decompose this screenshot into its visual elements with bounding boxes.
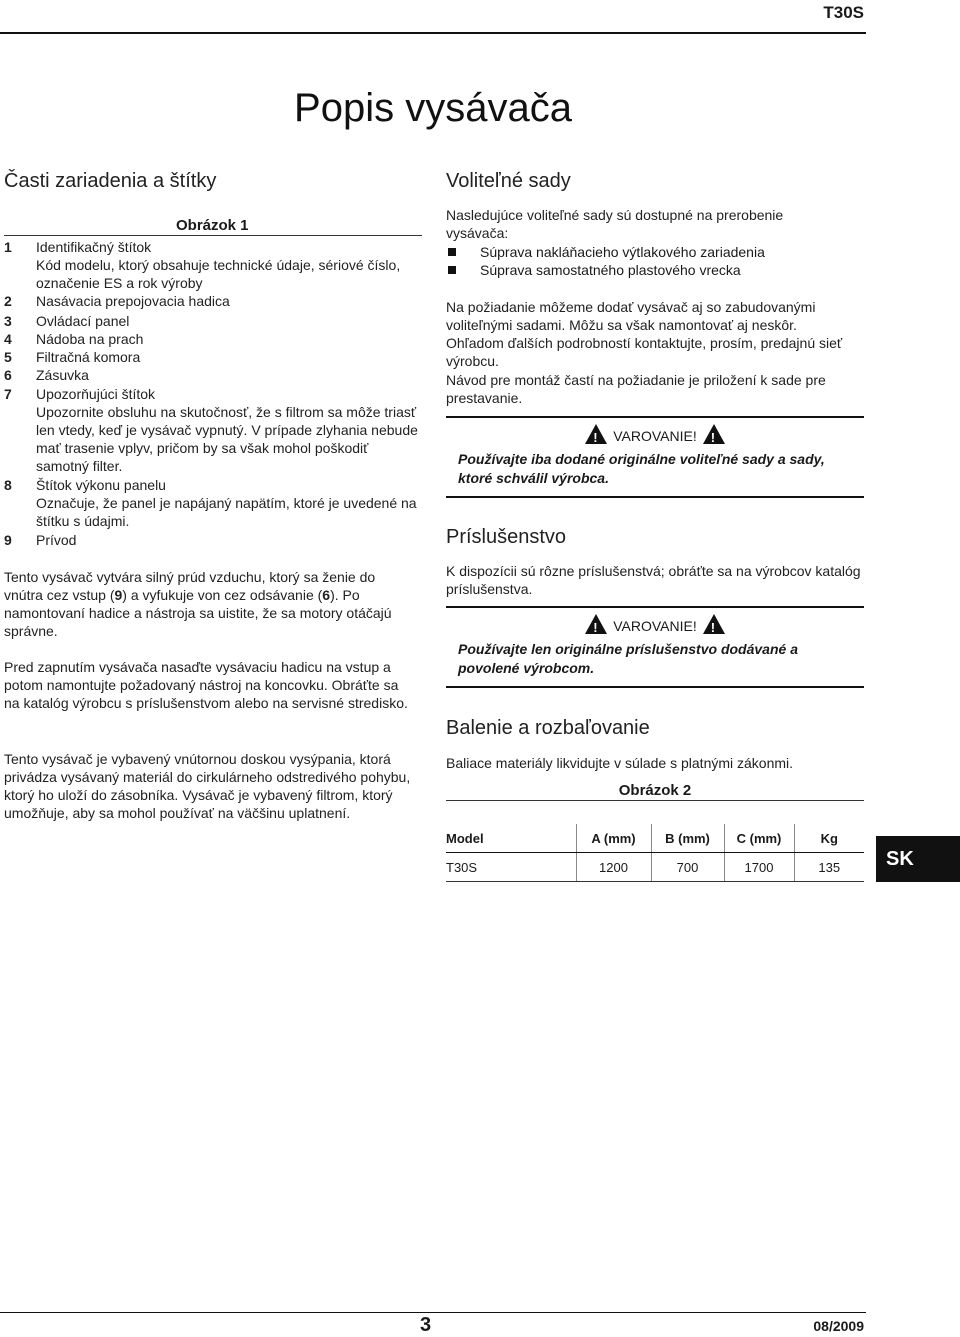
optional-kits-heading: Voliteľné sady: [446, 170, 571, 192]
column-header: C (mm): [724, 824, 794, 853]
part-item-4: 4 Nádoba na prach: [4, 331, 144, 347]
optional-kits-para-3: Návod pre montáž častí na požiadanie je priložení k sade pre prestavanie.: [446, 372, 826, 406]
column-header: Kg: [794, 824, 864, 853]
page-title: Popis vysávača: [294, 86, 572, 130]
part-item-1: 1 Identifikačný štítok Kód modelu, ktorý obsahuje technické údaje, sériové číslo, označenie ES a rok výroby: [4, 239, 401, 291]
intro-paragraph-2: Pred zapnutím vysávača nasaďte vysávaciu hadicu na vstup a potom namontujte požadovaný nástroj na koncovku. Obráťte sa na katalóg výrobcu s príslušenstvom alebo na servisné stredisko.: [4, 659, 408, 711]
table-cell: 1700: [724, 853, 794, 882]
table-cell: 700: [651, 853, 724, 882]
parts-heading: Časti zariadenia a štítky: [4, 170, 217, 192]
model-tag: T30S: [823, 3, 864, 22]
bottom-rule: [0, 1312, 866, 1313]
optional-kits-list: [446, 243, 866, 279]
dimensions-table: [446, 824, 864, 882]
figure-1-rule: [4, 235, 422, 236]
list-item: Súprava nakláňacieho výtlakového zariadenia: [446, 243, 866, 261]
part-item-9: 9 Prívod: [4, 532, 77, 548]
figure-2-rule: [446, 800, 864, 801]
page-number: 3: [420, 1314, 432, 1336]
warning-box-optional: [446, 416, 864, 498]
language-tab: SK: [876, 836, 960, 882]
warning-text: Používajte iba dodané originálne voliteľné sady a sady, ktoré schválil výrobca.: [458, 451, 825, 486]
list-item: Súprava samostatného plastového vrecka: [446, 261, 866, 279]
warning-icon: !: [703, 424, 725, 444]
top-rule: [0, 32, 866, 34]
column-header: B (mm): [651, 824, 724, 853]
optional-kits-intro: Nasledujúce voliteľné sady sú dostupné na prerobenie vysávača:: [446, 207, 784, 241]
warning-title: VAROVANIE!: [613, 428, 697, 444]
figure-2-label: Obrázok 2: [618, 782, 692, 799]
part-item-3: 3 Ovládací panel: [4, 313, 130, 329]
table-cell: T30S: [446, 853, 576, 882]
table-cell: 1200: [576, 853, 651, 882]
column-header: Model: [446, 824, 576, 853]
warning-text: Používajte len originálne príslušenstvo dodávané a povolené výrobcom.: [458, 641, 798, 676]
accessories-text: K dispozícii sú rôzne príslušenstvá; obráťte sa na výrobcov katalóg príslušenstva.: [446, 563, 861, 597]
warning-icon: !: [585, 614, 607, 634]
packing-heading: Balenie a rozbaľovanie: [446, 717, 650, 739]
part-item-8: 8 Štítok výkonu panelu Označuje, že panel je napájaný napätím, ktoré je uvedené na štítku s údajmi.: [4, 477, 417, 529]
accessories-heading: Príslušenstvo: [446, 526, 567, 548]
warning-icon: !: [585, 424, 607, 444]
figure-1-label: Obrázok 1: [176, 217, 249, 234]
warning-icon: !: [703, 614, 725, 634]
intro-paragraph-1: Tento vysávač vytvára silný prúd vzduchu, ktorý sa ženie do vnútra cez vstup (9) a vyfukuje von cez odsávanie (6). Po namontovaní hadice a nástroja sa uistite, že sa motory otáčajú správne.: [4, 569, 392, 639]
table-header-row: [446, 824, 864, 853]
part-item-6: 6 Zásuvka: [4, 367, 89, 383]
document-date: 08/2009: [813, 1318, 864, 1334]
packing-text: Baliace materiály likvidujte v súlade s platnými zákonmi.: [446, 755, 794, 771]
table-row: [446, 853, 864, 882]
optional-kits-para-1: Na požiadanie môžeme dodať vysávač aj so zabudovanými voliteľnými sadami. Môžu sa však namontovať aj neskôr.: [446, 299, 816, 333]
intro-paragraph-3: Tento vysávač je vybavený vnútornou doskou vysýpania, ktorá privádza vysávaný materiál do cirkulárneho odstredivého pohybu, ktorý ho uloží do zásobníka. Vysávač je vybavený filtrom, ktorý umožňuje, aby sa mohol používať na väčšinu uplatnení.: [4, 751, 411, 821]
part-item-2: 2 Nasávacia prepojovacia hadica: [4, 293, 230, 309]
warning-title: VAROVANIE!: [613, 618, 697, 634]
optional-kits-para-2: Ohľadom ďalších podrobností kontaktujte, prosím, predajnú sieť výrobcu.: [446, 335, 843, 369]
part-item-5: 5 Filtračná komora: [4, 349, 141, 365]
part-item-7: 7 Upozorňujúci štítok Upozornite obsluhu na skutočnosť, že s filtrom sa môže triasť len vtedy, keď je vysávač vypnutý. V prípade zlyhania nebude mať trasenie vplyv, pričom by sa však mohol poškodiť samotný filter.: [4, 386, 418, 474]
column-header: A (mm): [576, 824, 651, 853]
table-cell: 135: [794, 853, 864, 882]
warning-box-accessories: [446, 606, 864, 688]
